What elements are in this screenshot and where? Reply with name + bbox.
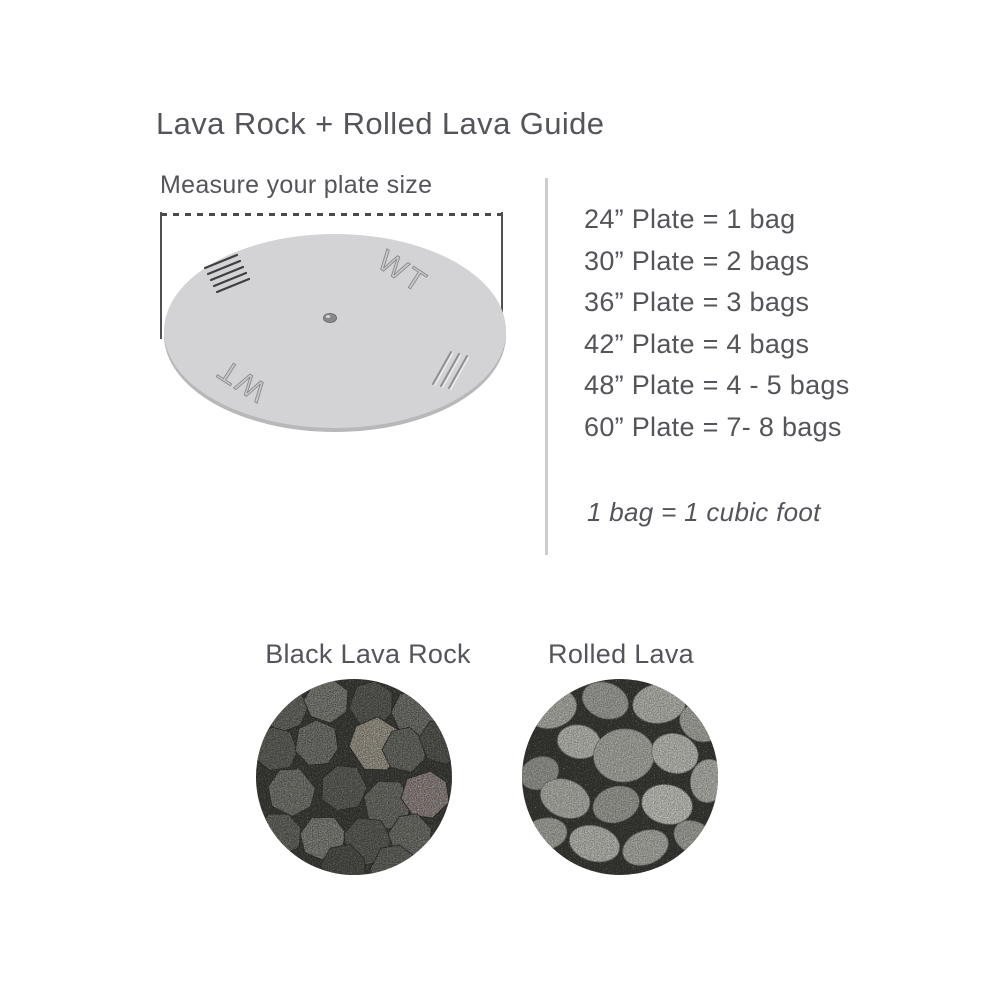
size-row-36: 36” Plate = 3 bags (584, 287, 810, 318)
size-chart-list (584, 199, 850, 449)
measure-plate-label: Measure your plate size (160, 171, 433, 199)
plate-diagram (161, 234, 509, 440)
page-title: Lava Rock + Rolled Lava Guide (156, 106, 605, 141)
measurement-dashed-line (161, 213, 502, 216)
section-divider (545, 178, 548, 555)
rolled-lava-photo (522, 679, 718, 875)
svg-text:WT: WT (371, 244, 434, 301)
plate-center-hole-icon (324, 314, 337, 323)
black-lava-rock-photo (256, 679, 452, 875)
size-row-24: 24” Plate = 1 bag (584, 204, 796, 234)
svg-text:WT: WT (210, 351, 273, 408)
black-lava-rock-label: Black Lava Rock (265, 639, 471, 669)
rolled-lava-label: Rolled Lava (548, 639, 694, 669)
bag-volume-note: 1 bag = 1 cubic foot (587, 497, 821, 527)
size-row-30: 30” Plate = 2 bags (584, 245, 810, 276)
size-row-60: 60” Plate = 7- 8 bags (584, 411, 842, 442)
size-row-48: 48” Plate = 4 - 5 bags (584, 370, 850, 401)
plate-center-hole-highlight (326, 315, 330, 318)
size-row-42: 42” Plate = 4 bags (584, 328, 810, 359)
